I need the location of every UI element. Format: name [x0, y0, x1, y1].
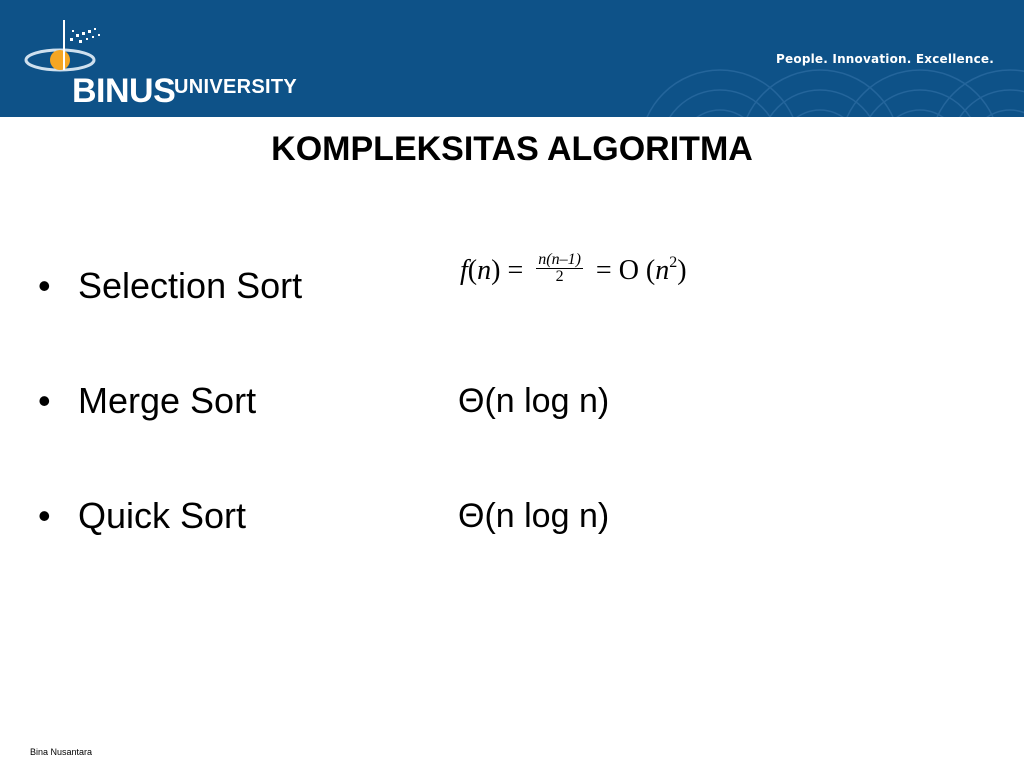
fraction-numerator: n(n–1)	[538, 251, 581, 269]
logo-subtitle: UNIVERSITY	[174, 76, 298, 98]
header-band	[0, 0, 1024, 117]
tagline: People. Innovation. Excellence.	[776, 52, 994, 66]
bullet-icon: •	[38, 495, 51, 536]
logo-wordmark: BINUS	[72, 72, 176, 110]
complexity-value: Θ(n log n)	[458, 382, 610, 420]
formula-equals: =	[507, 255, 524, 286]
formula-f: f	[460, 255, 468, 286]
slide-title: KOMPLEKSITAS ALGORITMA	[271, 130, 753, 168]
big-o-paren-close: )	[677, 255, 687, 286]
bullet-icon: •	[38, 265, 51, 306]
formula-n: n	[477, 255, 492, 286]
big-o-paren-open: (	[645, 255, 656, 286]
formula-paren-open: (	[467, 255, 478, 286]
algorithm-label: Selection Sort	[78, 265, 303, 306]
algorithm-label: Merge Sort	[78, 380, 257, 421]
formula-fraction	[536, 252, 583, 285]
big-o: O	[618, 255, 639, 286]
bullet-icon: •	[38, 380, 51, 421]
logo-orbit-icon	[24, 20, 144, 80]
selection-sort-formula	[460, 251, 687, 289]
complexity-value: Θ(n log n)	[458, 497, 610, 535]
formula-equals-2: =	[595, 255, 612, 286]
big-o-n: n	[655, 255, 670, 286]
binus-logo	[24, 20, 304, 110]
fraction-denominator: 2	[555, 268, 564, 286]
footer-text: Bina Nusantara	[30, 747, 93, 757]
big-o-exponent: 2	[669, 254, 678, 271]
algorithm-label: Quick Sort	[78, 495, 247, 536]
formula-paren-close: )	[491, 255, 501, 286]
